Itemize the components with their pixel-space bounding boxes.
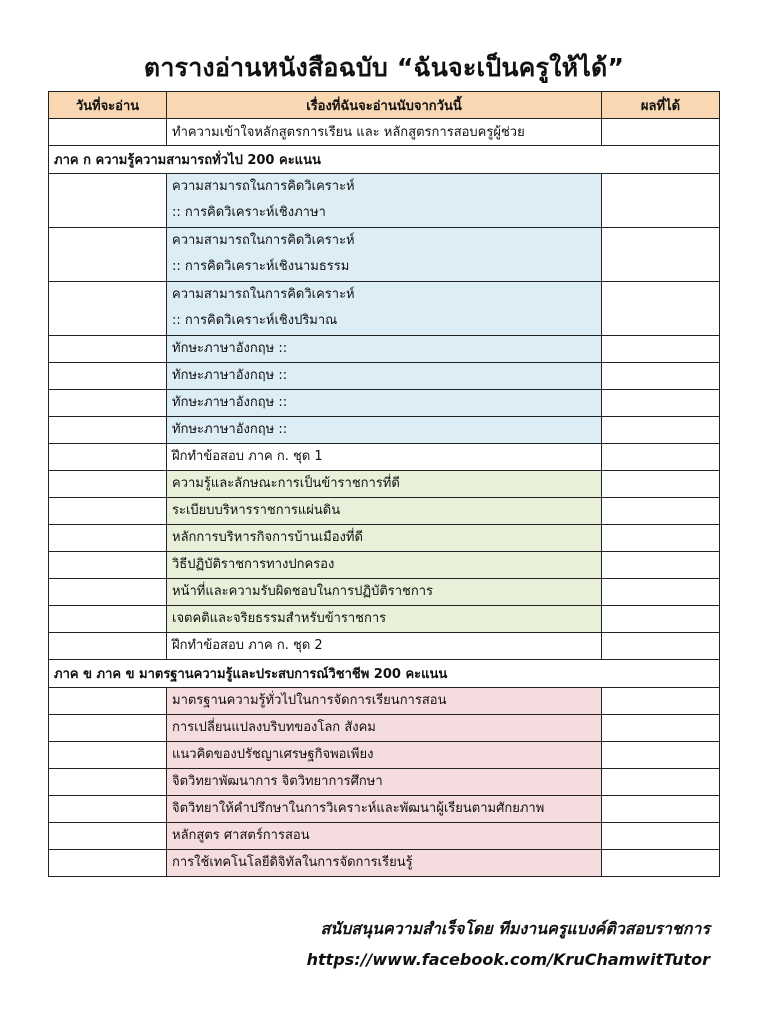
topic-line: ทักษะภาษาอังกฤษ :: bbox=[172, 340, 288, 356]
table-body bbox=[49, 119, 720, 877]
topic-line: จิตวิทยาให้คำปรึกษาในการวิเคราะห์และพัฒนาผู้เรียนตามศักยภาพ bbox=[172, 800, 545, 816]
topic-cell bbox=[167, 741, 602, 768]
table-row bbox=[49, 741, 720, 768]
table-row bbox=[49, 795, 720, 822]
date-cell[interactable] bbox=[49, 281, 167, 335]
topic-cell bbox=[167, 497, 602, 524]
date-cell[interactable] bbox=[49, 335, 167, 362]
topic-line: ระเบียบบริหารราชการแผ่นดิน bbox=[172, 502, 341, 518]
topic-line: วิธีปฏิบัติราชการทางปกครอง bbox=[172, 556, 335, 572]
date-cell[interactable] bbox=[49, 714, 167, 741]
table-row bbox=[49, 497, 720, 524]
topic-cell bbox=[167, 470, 602, 497]
section-b-heading: ภาค ข ภาค ข มาตรฐานความรู้และประสบการณ์วิชาชีพ 200 คะแนน bbox=[49, 659, 720, 687]
topic-line: ทักษะภาษาอังกฤษ :: bbox=[172, 367, 288, 383]
topic-line: จิตวิทยาพัฒนาการ จิตวิทยาการศึกษา bbox=[172, 773, 383, 789]
topic-cell bbox=[167, 578, 602, 605]
table-row bbox=[49, 768, 720, 795]
result-cell[interactable] bbox=[602, 416, 720, 443]
table-row bbox=[49, 389, 720, 416]
section-a-row bbox=[49, 145, 720, 173]
topic-cell bbox=[167, 551, 602, 578]
date-cell[interactable] bbox=[49, 849, 167, 876]
date-cell[interactable] bbox=[49, 443, 167, 470]
result-cell[interactable] bbox=[602, 281, 720, 335]
header-topic: เรื่องที่ฉันจะอ่านนับจากวันนี้ bbox=[167, 92, 602, 119]
topic-line: ฝึกทำข้อสอบ ภาค ก. ชุด 2 bbox=[172, 637, 323, 653]
topic-cell: ทำความเข้าใจหลักสูตรการเรียน และ หลักสูตรการสอบครูผู้ช่วย bbox=[167, 119, 602, 146]
date-cell[interactable] bbox=[49, 389, 167, 416]
topic-cell bbox=[167, 714, 602, 741]
topic-line: การเปลี่ยนแปลงบริบทของโลก สังคม bbox=[172, 719, 376, 735]
header-result: ผลที่ได้ bbox=[602, 92, 720, 119]
topic-line: แนวคิดของปรัชญาเศรษฐกิจพอเพียง bbox=[172, 746, 374, 762]
topic-line: ความสามารถในการคิดวิเคราะห์ bbox=[172, 179, 355, 194]
table-row bbox=[49, 335, 720, 362]
topic-cell bbox=[167, 389, 602, 416]
result-cell[interactable] bbox=[602, 714, 720, 741]
intro-row bbox=[49, 119, 720, 146]
date-cell[interactable] bbox=[49, 822, 167, 849]
page-title: ตารางอ่านหนังสือฉบับ “ฉันจะเป็นครูให้ได้” bbox=[143, 53, 625, 82]
date-cell[interactable] bbox=[49, 578, 167, 605]
topic-line: ความรู้และลักษณะการเป็นข้าราชการที่ดี bbox=[172, 475, 400, 491]
date-cell[interactable] bbox=[49, 741, 167, 768]
result-cell[interactable] bbox=[602, 768, 720, 795]
topic-line: มาตรฐานความรู้ทั่วไปในการจัดการเรียนการสอน bbox=[172, 692, 447, 708]
support-credit: สนับสนุนความสำเร็จโดย ทีมงานครูแบงค์ติวสอบราชการ bbox=[320, 919, 710, 938]
topic-cell bbox=[167, 632, 602, 659]
topic-line: ทักษะภาษาอังกฤษ :: bbox=[172, 394, 288, 410]
topic-line: ฝึกทำข้อสอบ ภาค ก. ชุด 1 bbox=[172, 448, 323, 464]
topic-line: การใช้เทคโนโลยีดิจิทัลในการจัดการเรียนรู้ bbox=[172, 854, 413, 870]
topic-cell bbox=[167, 362, 602, 389]
topic-cell bbox=[167, 335, 602, 362]
result-cell[interactable] bbox=[602, 227, 720, 281]
table-row bbox=[49, 524, 720, 551]
result-cell[interactable] bbox=[602, 632, 720, 659]
date-cell[interactable] bbox=[49, 416, 167, 443]
result-cell[interactable] bbox=[602, 795, 720, 822]
topic-cell bbox=[167, 443, 602, 470]
topic-line: :: การคิดวิเคราะห์เชิงภาษา bbox=[172, 205, 326, 220]
table-header-row bbox=[49, 92, 720, 119]
result-cell[interactable] bbox=[602, 741, 720, 768]
result-cell[interactable] bbox=[602, 524, 720, 551]
table-row bbox=[49, 822, 720, 849]
topic-line: ทักษะภาษาอังกฤษ :: bbox=[172, 421, 288, 437]
header-date: วันที่จะอ่าน bbox=[49, 92, 167, 119]
result-cell[interactable] bbox=[602, 443, 720, 470]
date-cell[interactable] bbox=[49, 497, 167, 524]
date-cell[interactable] bbox=[49, 605, 167, 632]
topic-cell bbox=[167, 416, 602, 443]
result-cell[interactable] bbox=[602, 849, 720, 876]
topic-line: หลักการบริหารกิจการบ้านเมืองที่ดี bbox=[172, 529, 363, 545]
table-row bbox=[49, 632, 720, 659]
table-row bbox=[49, 849, 720, 876]
date-cell[interactable] bbox=[49, 173, 167, 227]
result-cell[interactable] bbox=[602, 687, 720, 714]
topic-cell bbox=[167, 173, 602, 227]
date-cell[interactable] bbox=[49, 687, 167, 714]
date-cell[interactable] bbox=[49, 795, 167, 822]
topic-line: :: การคิดวิเคราะห์เชิงปริมาณ bbox=[172, 313, 338, 328]
date-cell[interactable] bbox=[49, 470, 167, 497]
date-cell[interactable] bbox=[49, 362, 167, 389]
result-cell[interactable] bbox=[602, 605, 720, 632]
table-row bbox=[49, 281, 720, 335]
table-row bbox=[49, 443, 720, 470]
table-row bbox=[49, 362, 720, 389]
topic-line: หน้าที่และความรับผิดชอบในการปฏิบัติราชการ bbox=[172, 583, 434, 599]
facebook-url[interactable]: https://www.facebook.com/KruChamwitTutor bbox=[306, 950, 710, 969]
date-cell[interactable] bbox=[49, 768, 167, 795]
topic-line: หลักสูตร ศาสตร์การสอน bbox=[172, 827, 310, 843]
topic-cell bbox=[167, 281, 602, 335]
date-cell[interactable] bbox=[49, 632, 167, 659]
topic-line: ความสามารถในการคิดวิเคราะห์ bbox=[172, 233, 355, 248]
section-b-row bbox=[49, 659, 720, 687]
table-row bbox=[49, 551, 720, 578]
topic-line: :: การคิดวิเคราะห์เชิงนามธรรม bbox=[172, 259, 350, 274]
topic-cell bbox=[167, 227, 602, 281]
table-row bbox=[49, 578, 720, 605]
topic-cell bbox=[167, 768, 602, 795]
topic-cell bbox=[167, 822, 602, 849]
date-cell[interactable] bbox=[49, 227, 167, 281]
result-cell[interactable] bbox=[602, 551, 720, 578]
result-cell[interactable] bbox=[602, 497, 720, 524]
topic-cell bbox=[167, 849, 602, 876]
section-a-heading: ภาค ก ความรู้ความสามารถทั่วไป 200 คะแนน bbox=[49, 145, 720, 173]
date-cell[interactable] bbox=[49, 524, 167, 551]
result-cell[interactable] bbox=[602, 119, 720, 146]
topic-cell bbox=[167, 795, 602, 822]
table-row bbox=[49, 687, 720, 714]
table-row bbox=[49, 416, 720, 443]
table-row bbox=[49, 605, 720, 632]
table-row bbox=[49, 227, 720, 281]
topic-cell bbox=[167, 605, 602, 632]
result-cell[interactable] bbox=[602, 822, 720, 849]
topic-line: ความสามารถในการคิดวิเคราะห์ bbox=[172, 287, 355, 302]
table-row bbox=[49, 470, 720, 497]
result-cell[interactable] bbox=[602, 389, 720, 416]
topic-line: เจตคติและจริยธรรมสำหรับข้าราชการ bbox=[172, 610, 387, 626]
table-row bbox=[49, 714, 720, 741]
table-row bbox=[49, 173, 720, 227]
result-cell[interactable] bbox=[602, 578, 720, 605]
result-cell[interactable] bbox=[602, 335, 720, 362]
result-cell[interactable] bbox=[602, 362, 720, 389]
result-cell[interactable] bbox=[602, 173, 720, 227]
topic-cell bbox=[167, 524, 602, 551]
result-cell[interactable] bbox=[602, 470, 720, 497]
date-cell[interactable] bbox=[49, 119, 167, 146]
reading-schedule-table bbox=[48, 91, 720, 877]
topic-cell bbox=[167, 687, 602, 714]
date-cell[interactable] bbox=[49, 551, 167, 578]
